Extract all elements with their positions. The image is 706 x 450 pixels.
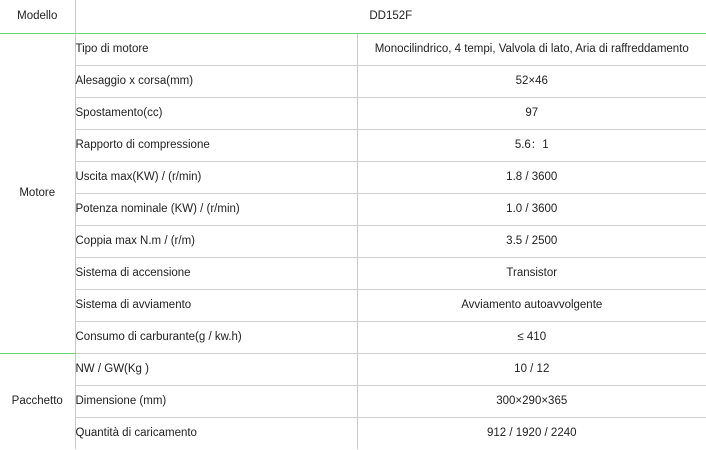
row-value: 97 bbox=[357, 97, 706, 129]
table-row bbox=[0, 97, 706, 129]
row-value: 300×290×365 bbox=[357, 385, 706, 417]
row-value: Monocilindrico, 4 tempi, Valvola di lato, Aria di raffreddamento bbox=[357, 33, 706, 65]
table-row bbox=[0, 257, 706, 289]
table-row bbox=[0, 385, 706, 417]
row-value: Transistor bbox=[357, 257, 706, 289]
table-row bbox=[0, 417, 706, 449]
table-row bbox=[0, 289, 706, 321]
row-label: Quantità di caricamento bbox=[75, 417, 357, 449]
model-label: Modello bbox=[0, 0, 75, 33]
group-label-pacchetto: Pacchetto bbox=[0, 353, 75, 449]
row-value: 1.8 / 3600 bbox=[357, 161, 706, 193]
row-label: Coppia max N.m / (r/m) bbox=[75, 225, 357, 257]
group-label-motore: Motore bbox=[0, 33, 75, 353]
row-label: Potenza nominale (KW) / (r/min) bbox=[75, 193, 357, 225]
row-value: Avviamento autoavvolgente bbox=[357, 289, 706, 321]
row-label: Consumo di carburante(g / kw.h) bbox=[75, 321, 357, 353]
model-value: DD152F bbox=[75, 0, 706, 33]
row-label: Sistema di avviamento bbox=[75, 289, 357, 321]
row-label: Uscita max(KW) / (r/min) bbox=[75, 161, 357, 193]
row-label: Sistema di accensione bbox=[75, 257, 357, 289]
table-row bbox=[0, 161, 706, 193]
table-row bbox=[0, 33, 706, 65]
table-row bbox=[0, 353, 706, 385]
row-label: NW / GW(Kg ) bbox=[75, 353, 357, 385]
row-label: Tipo di motore bbox=[75, 33, 357, 65]
table-row bbox=[0, 65, 706, 97]
header-row bbox=[0, 0, 706, 33]
row-value: 3.5 / 2500 bbox=[357, 225, 706, 257]
row-label: Dimensione (mm) bbox=[75, 385, 357, 417]
row-value: ≤ 410 bbox=[357, 321, 706, 353]
row-value: 1.0 / 3600 bbox=[357, 193, 706, 225]
table-row bbox=[0, 193, 706, 225]
row-value: 52×46 bbox=[357, 65, 706, 97]
table-row bbox=[0, 129, 706, 161]
table-row bbox=[0, 225, 706, 257]
row-value: 912 / 1920 / 2240 bbox=[486, 427, 577, 440]
row-label: Rapporto di compressione bbox=[75, 129, 357, 161]
row-label: Spostamento(cc) bbox=[75, 97, 357, 129]
row-label: Alesaggio x corsa(mm) bbox=[75, 65, 357, 97]
row-value: 10 / 12 bbox=[357, 353, 706, 385]
table-row bbox=[0, 321, 706, 353]
row-value: 5.6：1 bbox=[357, 129, 706, 161]
